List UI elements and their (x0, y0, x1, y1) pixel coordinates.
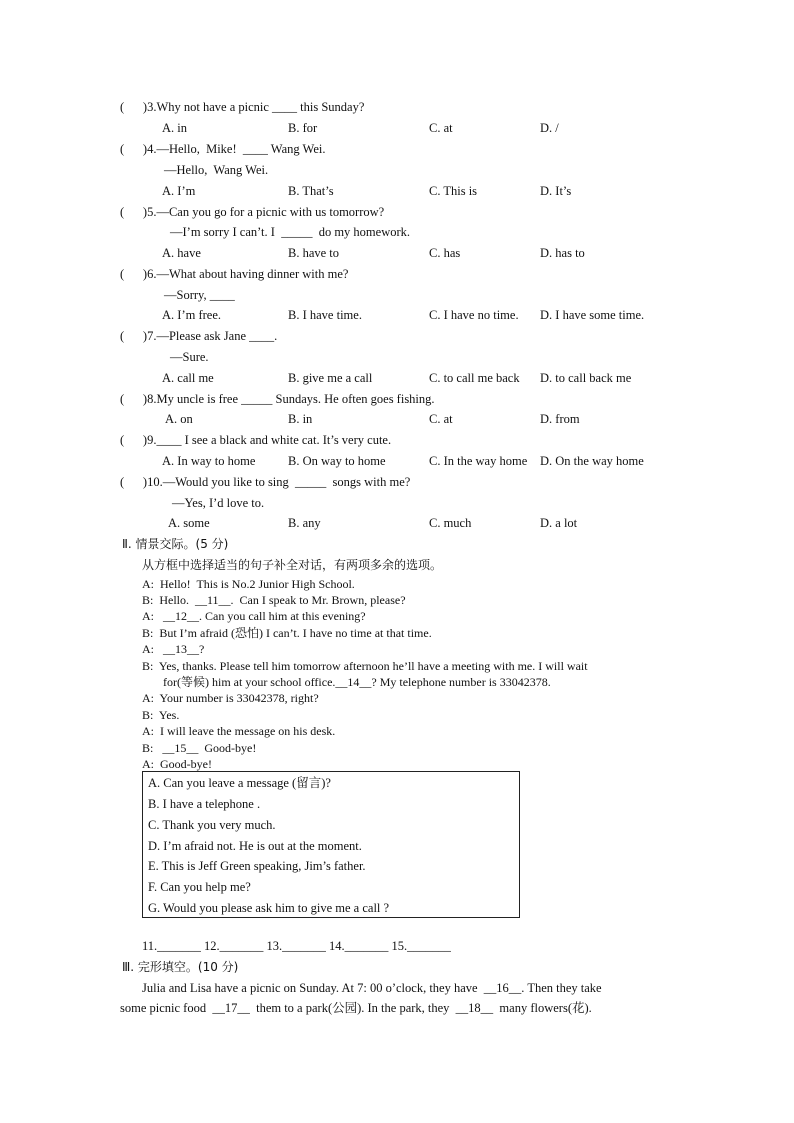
question-stem: My uncle is free _____ Sundays. He often goes fishing. (156, 392, 435, 406)
question-number: ( )8. (120, 392, 157, 406)
option-b: B. in (288, 412, 313, 426)
box-option-a: A. Can you leave a message (留言)? (148, 776, 331, 790)
dialogue-line-7: for(等候) him at your school office.__14__? My telephone number is 33042378. (142, 675, 551, 689)
question-stem-2: —Sure. (170, 350, 209, 364)
dialogue-line-6: B: Yes, thanks. Please tell him tomorrow afternoon he’ll have a meeting with me. I will wait (142, 659, 588, 673)
option-c: C. at (429, 121, 453, 135)
question-6 (120, 266, 348, 282)
question-3 (120, 99, 364, 115)
option-a: A. I’m free. (162, 308, 221, 322)
question-stem: ____ I see a black and white cat. It’s very cute. (156, 433, 392, 447)
option-c: C. In the way home (429, 454, 528, 468)
question-stem-2: —I’m sorry I can’t. I _____ do my homework. (170, 225, 411, 239)
option-d: D. On the way home (540, 454, 644, 468)
question-number: ( )9. (120, 433, 157, 447)
dialogue-line-11: B: __15__ Good-bye! (142, 741, 257, 755)
question-number: ( )6. (120, 267, 157, 281)
option-b: B. On way to home (288, 454, 386, 468)
option-a: A. on (165, 412, 193, 426)
question-stem: Why not have a picnic ____ this Sunday? (156, 100, 365, 114)
option-c: C. I have no time. (429, 308, 519, 322)
dialogue-line-2: B: Hello. __11__. Can I speak to Mr. Brown, please? (142, 593, 406, 607)
option-c: C. to call me back (429, 371, 520, 385)
dialogue-line-9: B: Yes. (142, 708, 180, 722)
option-d: D. to call back me (540, 371, 632, 385)
option-b: B. That’s (288, 184, 334, 198)
question-stem: —Can you go for a picnic with us tomorrow? (156, 205, 385, 219)
dialogue-line-8: A: Your number is 33042378, right? (142, 691, 319, 705)
question-stem-2: —Sorry, ____ (164, 288, 235, 302)
question-number: ( )4. (120, 142, 157, 156)
question-10 (120, 474, 410, 490)
option-a: A. In way to home (162, 454, 256, 468)
box-option-b: B. I have a telephone . (148, 797, 261, 811)
option-a: A. some (168, 516, 210, 530)
dialogue-line-5: A: __13__? (142, 642, 205, 656)
question-8 (120, 391, 435, 407)
question-stem: —Please ask Jane ____. (156, 329, 278, 343)
question-number: ( )5. (120, 205, 157, 219)
question-stem-2: —Hello, Wang Wei. (164, 163, 269, 177)
option-c: C. has (429, 246, 461, 260)
option-d: D. / (540, 121, 559, 135)
option-d: D. has to (540, 246, 585, 260)
box-option-g: G. Would you please ask him to give me a call ? (148, 901, 390, 915)
section-2-instruction: 从方框中选择适当的句子补全对话，有两项多余的选项。 (142, 558, 443, 572)
option-b: B. give me a call (288, 371, 373, 385)
option-d: D. a lot (540, 516, 578, 530)
option-c: C. This is (429, 184, 478, 198)
option-c: C. much (429, 516, 472, 530)
option-d: D. from (540, 412, 580, 426)
dialogue-line-12: A: Good-bye! (142, 757, 212, 771)
question-9 (120, 432, 391, 448)
option-a: A. call me (162, 371, 214, 385)
cloze-line-2: some picnic food __17__ them to a park(公园). In the park, they __18__ many flowers(花). (120, 1001, 592, 1015)
option-b: B. I have time. (288, 308, 362, 322)
option-b: B. any (288, 516, 321, 530)
box-option-e: E. This is Jeff Green speaking, Jim’s father. (148, 859, 366, 873)
option-b: B. for (288, 121, 318, 135)
question-4 (120, 141, 325, 157)
dialogue-line-4: B: But I’m afraid (恐怕) I can’t. I have no time at that time. (142, 626, 432, 640)
cloze-line-1: Julia and Lisa have a picnic on Sunday. At 7: 00 o’clock, they have __16__. Then they take (142, 981, 602, 995)
question-stem: —What about having dinner with me? (156, 267, 349, 281)
box-option-f: F. Can you help me? (148, 880, 251, 894)
section-3-heading: Ⅲ. 完形填空。(10 分) (122, 960, 239, 974)
option-d: D. It’s (540, 184, 572, 198)
dialogue-line-1: A: Hello! This is No.2 Junior High School. (142, 577, 355, 591)
option-c: C. at (429, 412, 453, 426)
option-a: A. I’m (162, 184, 196, 198)
question-stem: —Hello, Mike! ____ Wang Wei. (156, 142, 326, 156)
question-number: ( )7. (120, 329, 157, 343)
box-option-d: D. I’m afraid not. He is out at the moment. (148, 839, 362, 853)
question-stem: —Would you like to sing _____ songs with me? (162, 475, 411, 489)
option-a: A. have (162, 246, 201, 260)
section-2-heading: Ⅱ. 情景交际。(5 分) (122, 537, 229, 551)
question-number: ( )3. (120, 100, 157, 114)
answer-blanks: 11._______ 12._______ 13._______ 14._______ 15._______ (142, 939, 451, 953)
option-b: B. have to (288, 246, 340, 260)
dialogue-line-10: A: I will leave the message on his desk. (142, 724, 336, 738)
question-5 (120, 204, 384, 220)
question-7 (120, 328, 277, 344)
option-d: D. I have some time. (540, 308, 645, 322)
box-option-c: C. Thank you very much. (148, 818, 276, 832)
option-a: A. in (162, 121, 187, 135)
question-number: ( )10. (120, 475, 163, 489)
dialogue-line-3: A: __12__. Can you call him at this evening? (142, 609, 366, 623)
question-stem-2: —Yes, I’d love to. (172, 496, 265, 510)
